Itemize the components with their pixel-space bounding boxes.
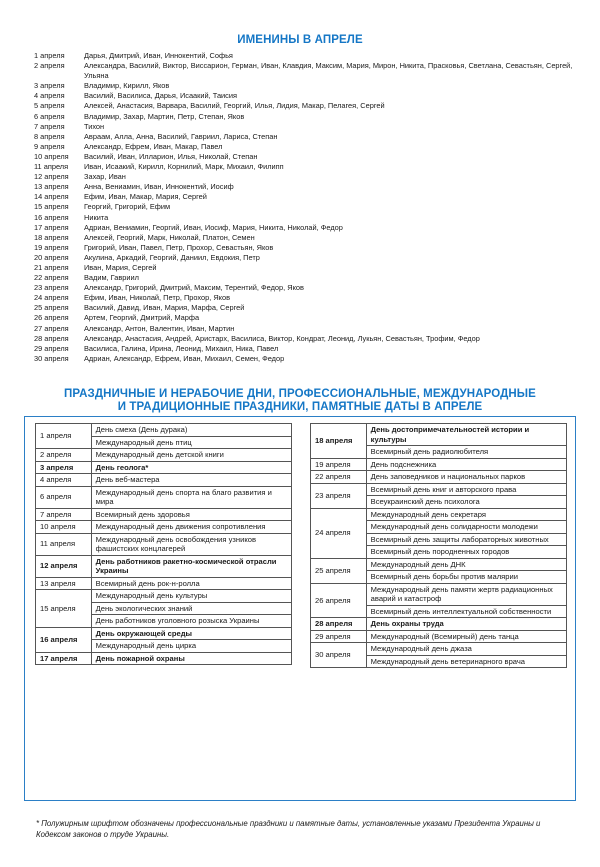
holiday-event: Международный день птиц [91,436,291,449]
name-day-date: 5 апреля [34,101,65,111]
name-day-date: 3 апреля [34,81,65,91]
name-day-date: 27 апреля [34,323,69,333]
holiday-row [36,521,292,534]
name-day-row [34,334,574,344]
holiday-date: 19 апреля [311,458,367,471]
name-day-row [34,354,574,364]
name-day-row [34,293,574,303]
holiday-date: 6 апреля [36,486,92,508]
name-day-date: 25 апреля [34,303,69,313]
holiday-event: Международный день солидарности молодежи [366,521,566,534]
holiday-event: Международный день цирка [91,640,291,653]
name-day-row [34,223,574,233]
name-day-date: 15 апреля [34,202,69,212]
name-day-names: Ефим, Иван, Николай, Петр, Прохор, Яков [84,293,231,303]
holiday-event: День пожарной охраны [91,652,291,665]
name-day-names: Иван, Мария, Сергей [84,262,157,272]
holiday-event: Международный день памяти жертв радиационных аварий и катастроф [366,583,566,605]
holiday-event: Всемирный день защиты лабораторных животных [366,533,566,546]
name-day-date: 16 апреля [34,212,69,222]
name-day-row [34,51,574,61]
holiday-date: 2 апреля [36,449,92,462]
name-day-row [34,192,574,202]
holidays-box [24,416,576,801]
name-day-names: Вадим, Гавриил [84,273,139,283]
holiday-date: 16 апреля [36,627,92,652]
section-title-name-days: ИМЕНИНЫ В АПРЕЛЕ [237,34,363,46]
name-day-row [34,112,574,122]
holiday-date: 7 апреля [36,508,92,521]
holidays-table-right [310,423,567,668]
name-day-date: 17 апреля [34,222,69,232]
name-day-names: Александр, Ефрем, Иван, Макар, Павел [84,141,223,151]
name-day-row [34,142,574,152]
holiday-event: Всеукраинский день психолога [366,496,566,509]
holiday-event: Всемирный день рок-н-ролла [91,577,291,590]
name-day-date: 30 апреля [34,353,69,363]
name-day-names: Анна, Вениамин, Иван, Иннокентий, Иосиф [84,182,234,192]
holiday-date: 25 апреля [311,558,367,583]
name-day-names: Александр, Анастасия, Андрей, Аристарх, Василиса, Виктор, Кондрат, Леонид, Лукьян, Севастьян, Трофим, Федор [84,333,480,343]
holiday-event: День достопримечательностей истории и культуры [366,424,566,446]
name-day-names: Василий, Василиса, Дарья, Исаакий, Таисия [84,91,238,101]
name-day-names: Авраам, Алла, Анна, Василий, Гавриил, Лариса, Степан [84,131,278,141]
holiday-row [36,627,292,640]
holiday-event: Международный день движения сопротивления [91,521,291,534]
name-day-row [34,313,574,323]
name-day-date: 28 апреля [34,333,69,343]
name-day-names: Акулина, Аркадий, Георгий, Даниил, Евдокия, Петр [84,252,260,262]
name-day-date: 19 апреля [34,242,69,252]
holiday-row [311,558,567,571]
holiday-date: 15 апреля [36,590,92,628]
name-day-date: 26 апреля [34,313,69,323]
holiday-event: Международный день ДНК [366,558,566,571]
holiday-row [36,533,292,555]
name-day-date: 7 апреля [34,121,65,131]
name-day-date: 2 апреля [34,61,65,71]
holiday-date: 1 апреля [36,424,92,449]
name-day-names: Василиса, Галина, Ирина, Леонид, Михаил, Ника, Павел [84,343,279,353]
holiday-event: День смеха (День дурака) [91,424,291,437]
holidays-table-left [35,423,292,665]
name-day-date: 13 апреля [34,182,69,192]
holiday-event: Всемирный день борьбы против малярии [366,571,566,584]
name-day-row [34,253,574,263]
name-day-date: 18 апреля [34,232,69,242]
holiday-event: Международный день детской книги [91,449,291,462]
name-day-row [34,182,574,192]
name-day-row [34,162,574,172]
name-day-row [34,91,574,101]
holiday-event: Всемирный день интеллектуальной собственности [366,605,566,618]
holiday-row [311,471,567,484]
name-day-row [34,324,574,334]
name-day-row [34,101,574,111]
holiday-event: День работников уголовного розыска Украины [91,615,291,628]
name-day-names: Тихон [84,121,105,131]
name-day-names: Адриан, Александр, Ефрем, Иван, Михаил, Семен, Федор [84,353,285,363]
holiday-date: 3 апреля [36,461,92,474]
name-day-names: Александр, Антон, Валентин, Иван, Мартин [84,323,235,333]
holiday-event: День веб-мастера [91,474,291,487]
footnote: * Полужирным шрифтом обозначены профессиональные праздники и памятные даты, установленные указами Президента Украины и Кодексом законов о труде Украины. [36,819,541,839]
holiday-row [36,424,292,437]
name-day-row [34,273,574,283]
name-day-names: Алексей, Анастасия, Варвара, Василий, Георгий, Илья, Лидия, Макар, Пелагея, Сергей [84,101,385,111]
holiday-row [36,555,292,577]
holiday-event: Международный день спорта на благо развития и мира [91,486,291,508]
holiday-row [311,483,567,496]
holiday-row [311,630,567,643]
holiday-row [36,577,292,590]
holiday-row [311,508,567,521]
holiday-event: Международный день ветеринарного врача [366,655,566,668]
name-day-names: Василий, Давид, Иван, Мария, Марфа, Сергей [84,303,245,313]
name-day-row [34,213,574,223]
name-day-row [34,132,574,142]
name-day-row [34,202,574,212]
holiday-event: Международный день культуры [91,590,291,603]
holiday-event: День геолога* [91,461,291,474]
name-day-names: Александра, Василий, Виктор, Виссарион, Герман, Иван, Клавдия, Максим, Мария, Мирон, Никита, Прасковья, Светлана, Севастьян, Сергей, Ульяна [84,61,573,81]
name-day-names: Ефим, Иван, Макар, Мария, Сергей [84,192,207,202]
name-day-date: 14 апреля [34,192,69,202]
name-day-date: 8 апреля [34,131,65,141]
holiday-event: Всемирный день здоровья [91,508,291,521]
name-day-row [34,152,574,162]
name-day-date: 21 апреля [34,262,69,272]
holiday-date: 26 апреля [311,583,367,618]
name-day-names: Захар, Иван [84,172,126,182]
holiday-date: 22 апреля [311,471,367,484]
holiday-row [36,590,292,603]
holiday-row [311,424,567,446]
holiday-date: 18 апреля [311,424,367,459]
name-day-date: 6 апреля [34,111,65,121]
name-days-list [34,51,574,364]
holiday-event: День заповедников и национальных парков [366,471,566,484]
name-day-row [34,122,574,132]
holiday-date: 11 апреля [36,533,92,555]
name-day-row [34,172,574,182]
holiday-row [311,643,567,656]
name-day-names: Адриан, Вениамин, Георгий, Иван, Иосиф, Мария, Никита, Николай, Федор [84,222,343,232]
holiday-date: 23 апреля [311,483,367,508]
name-day-date: 9 апреля [34,141,65,151]
name-day-date: 10 апреля [34,151,69,161]
section-title-holidays [30,388,570,414]
holiday-row [36,486,292,508]
name-day-date: 29 апреля [34,343,69,353]
holiday-event: День подснежника [366,458,566,471]
name-day-date: 20 апреля [34,252,69,262]
holiday-date: 13 апреля [36,577,92,590]
name-day-row [34,344,574,354]
name-day-names: Алексей, Георгий, Марк, Николай, Платон, Семен [84,232,255,242]
holiday-date: 30 апреля [311,643,367,668]
holiday-event: Международный день освобождения узников фашистских концлагерей [91,533,291,555]
holiday-date: 28 апреля [311,618,367,631]
name-day-row [34,263,574,273]
holiday-event: День охраны труда [366,618,566,631]
holiday-event: Всемирный день породненных городов [366,546,566,559]
name-day-date: 1 апреля [34,51,65,60]
name-day-date: 4 апреля [34,91,65,101]
holiday-row [36,652,292,665]
section-title-holidays-line1: ПРАЗДНИЧНЫЕ И НЕРАБОЧИЕ ДНИ, ПРОФЕССИОНАЛЬНЫЕ, МЕЖДУНАРОДНЫЕ [64,388,536,400]
holiday-row [311,583,567,605]
name-day-names: Иван, Исаакий, Кирилл, Корнилий, Марк, Михаил, Филипп [84,162,284,172]
holiday-date: 12 апреля [36,555,92,577]
name-day-row [34,303,574,313]
name-day-names: Никита [84,212,109,222]
holiday-event: Международный (Всемирный) день танца [366,630,566,643]
name-day-names: Василий, Иван, Илларион, Илья, Николай, Степан [84,151,258,161]
holiday-date: 29 апреля [311,630,367,643]
name-day-date: 23 апреля [34,283,69,293]
holiday-row [311,618,567,631]
name-day-row [34,61,574,81]
holiday-event: Международный день джаза [366,643,566,656]
name-day-date: 12 апреля [34,172,69,182]
holiday-event: Всемирный день радиолюбителя [366,446,566,459]
holiday-event: Всемирный день книг и авторского права [366,483,566,496]
name-day-names: Дарья, Дмитрий, Иван, Иннокентий, Софья [84,51,233,60]
holiday-event: День окружающей среды [91,627,291,640]
holiday-date: 10 апреля [36,521,92,534]
name-day-row [34,81,574,91]
holiday-row [36,474,292,487]
name-day-date: 11 апреля [34,162,69,172]
holiday-row [36,461,292,474]
name-day-names: Артем, Георгий, Дмитрий, Марфа [84,313,200,323]
section-title-holidays-line2: И ТРАДИЦИОННЫЕ ПРАЗДНИКИ, ПАМЯТНЫЕ ДАТЫ В АПРЕЛЕ [117,401,483,413]
name-day-row [34,233,574,243]
name-day-names: Александр, Григорий, Дмитрий, Максим, Терентий, Федор, Яков [84,283,304,293]
holiday-row [36,508,292,521]
holiday-row [311,458,567,471]
holiday-date: 4 апреля [36,474,92,487]
holiday-date: 24 апреля [311,508,367,558]
name-day-names: Григорий, Иван, Павел, Петр, Прохор, Севастьян, Яков [84,242,274,252]
holiday-event: Международный день секретаря [366,508,566,521]
holiday-event: День экологических знаний [91,602,291,615]
holiday-date: 17 апреля [36,652,92,665]
name-day-names: Георгий, Григорий, Ефим [84,202,171,212]
name-day-row [34,243,574,253]
holiday-row [36,449,292,462]
name-day-date: 22 апреля [34,273,69,283]
name-day-date: 24 апреля [34,293,69,303]
holiday-event: День работников ракетно-космической отрасли Украины [91,555,291,577]
name-day-row [34,283,574,293]
name-day-names: Владимир, Кирилл, Яков [84,81,170,91]
name-day-names: Владимир, Захар, Мартин, Петр, Степан, Яков [84,111,245,121]
